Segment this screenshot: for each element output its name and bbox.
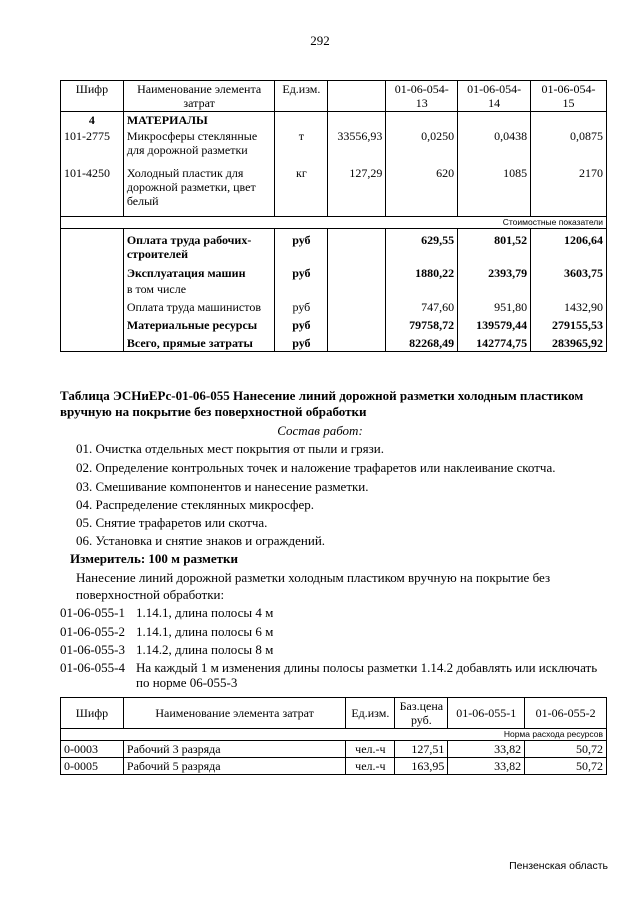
code-item-cont: по норме 06-055-3 [136, 675, 238, 690]
cell-value: 801,52 [458, 228, 531, 262]
cost-indicators-row [61, 216, 607, 228]
cell-name: Оплата труда рабочих- строителей [123, 228, 275, 262]
section-title-cont: вручную на покрытие без поверхностной обработки [60, 404, 367, 419]
header-name: Наименование элемента затрат [123, 698, 345, 729]
header-unit: Ед.изм. [275, 81, 328, 112]
norm-row [61, 729, 607, 741]
cell-unit: чел.-ч [346, 741, 395, 758]
cell-name: Материальные ресурсы [123, 315, 275, 333]
table-row [61, 158, 607, 216]
cell-name: Эксплуатация машин [123, 262, 275, 281]
cell-unit: чел.-ч [346, 758, 395, 775]
cell-name: Микросферы стеклянные для дорожной разметки [123, 128, 275, 158]
header-code: Шифр [61, 698, 124, 729]
cell-name: в том числе [123, 281, 275, 297]
cell-value: 3603,75 [531, 262, 607, 281]
cell-value: 0,0250 [386, 128, 458, 158]
cell-value: 82268,49 [386, 333, 458, 352]
cell-name: Оплата труда машинистов [123, 297, 275, 315]
cell-code: 101-2775 [61, 128, 124, 158]
table-row [61, 128, 607, 158]
list-item: 05. Снятие трафаретов или скотча. [76, 515, 268, 530]
table-row [61, 741, 607, 758]
cell-value: 139579,44 [458, 315, 531, 333]
cell-price: 33556,93 [328, 128, 386, 158]
cell-value: 33,82 [448, 758, 525, 775]
page-number: 292 [310, 33, 330, 48]
cell-value: 1880,22 [386, 262, 458, 281]
work-heading: Состав работ: [277, 423, 363, 438]
cell-unit: руб [275, 262, 328, 281]
cell-name: Всего, прямые затраты [123, 333, 275, 352]
header-col-15: 01-06-054- 15 [531, 81, 607, 112]
table-row [61, 333, 607, 352]
cell-value: 142774,75 [458, 333, 531, 352]
description: Нанесение линий дорожной разметки холодным пластиком вручную на покрытие без [76, 570, 551, 585]
cell-value: 1206,64 [531, 228, 607, 262]
header-col-2: 01-06-055-2 [525, 698, 607, 729]
cell-price: 127,51 [395, 741, 448, 758]
header-code: Шифр [61, 81, 124, 112]
labor-table [60, 697, 607, 775]
cell-unit: руб [275, 315, 328, 333]
cell-price: 163,95 [395, 758, 448, 775]
section-code: 4 [61, 112, 124, 129]
cell-value: 1432,90 [531, 297, 607, 315]
cell-unit: руб [275, 228, 328, 262]
code-item: 01-06-055-2 1.14.1, длина полосы 6 м [60, 624, 274, 639]
table-row [61, 228, 607, 262]
meter-label: Измеритель: 100 м разметки [70, 551, 239, 566]
table-row [61, 281, 607, 297]
cell-value: 33,82 [448, 741, 525, 758]
section-title: Таблица ЭСНиЕРс-01-06-055 Нанесение линий дорожной разметки холодным пластиком [60, 388, 584, 403]
cell-code: 101-4250 [61, 158, 124, 216]
header-col-1: 01-06-055-1 [448, 698, 525, 729]
cell-value: 279155,53 [531, 315, 607, 333]
cell-unit: руб [275, 333, 328, 352]
cell-value: 629,55 [386, 228, 458, 262]
cell-value: 1085 [458, 158, 531, 216]
cell-value: 747,60 [386, 297, 458, 315]
footer-region: Пензенская область [509, 860, 608, 872]
table-header-row [61, 81, 607, 112]
list-item: 01. Очистка отдельных мест покрытия от пыли и грязи. [76, 441, 384, 456]
code-item: 01-06-055-3 1.14.2, длина полосы 8 м [60, 642, 274, 657]
list-item: 06. Установка и снятие знаков и ограждений. [76, 533, 326, 548]
list-item: 03. Смешивание компонентов и нанесение разметки. [76, 479, 369, 494]
section-title: МАТЕРИАЛЫ [123, 112, 275, 129]
cell-code: 0-0005 [61, 758, 124, 775]
description-cont: поверхностной обработки: [76, 587, 225, 602]
cell-unit: руб [275, 297, 328, 315]
cell-value: 79758,72 [386, 315, 458, 333]
cell-price: 127,29 [328, 158, 386, 216]
cell-value: 50,72 [525, 741, 607, 758]
cell-unit: кг [275, 158, 328, 216]
cell-code: 0-0003 [61, 741, 124, 758]
cell-name: Рабочий 5 разряда [123, 758, 345, 775]
cell-value: 0,0875 [531, 128, 607, 158]
cell-unit: т [275, 128, 328, 158]
header-unit: Ед.изм. [346, 698, 395, 729]
cell-name: Холодный пластик для дорожной разметки, цвет белый [123, 158, 275, 216]
code-item: 01-06-055-4 На каждый 1 м изменения длины полосы разметки 1.14.2 добавлять или исключать [60, 660, 598, 675]
list-item: 02. Определение контрольных точек и наложение трафаретов или наклеивание скотча. [76, 460, 556, 475]
norm-label: Норма расхода ресурсов [61, 729, 607, 741]
header-price: Баз.цена руб. [395, 698, 448, 729]
cell-value: 283965,92 [531, 333, 607, 352]
cell-value: 2393,79 [458, 262, 531, 281]
cell-value: 50,72 [525, 758, 607, 775]
table-row [61, 758, 607, 775]
list-item: 04. Распределение стеклянных микросфер. [76, 497, 314, 512]
cell-value: 0,0438 [458, 128, 531, 158]
section-row [61, 112, 607, 129]
cell-value: 620 [386, 158, 458, 216]
header-col-14: 01-06-054- 14 [458, 81, 531, 112]
cell-value: 951,80 [458, 297, 531, 315]
cell-name: Рабочий 3 разряда [123, 741, 345, 758]
table-row [61, 262, 607, 281]
header-col-13: 01-06-054- 13 [386, 81, 458, 112]
code-item: 01-06-055-1 1.14.1, длина полосы 4 м [60, 605, 274, 620]
table-row [61, 315, 607, 333]
cell-value: 2170 [531, 158, 607, 216]
resource-table [60, 80, 607, 352]
header-blank [328, 81, 386, 112]
table-header-row [61, 698, 607, 729]
header-name: Наименование элемента затрат [123, 81, 275, 112]
table-row [61, 297, 607, 315]
cost-indicators-label: Стоимостные показатели [61, 216, 607, 228]
